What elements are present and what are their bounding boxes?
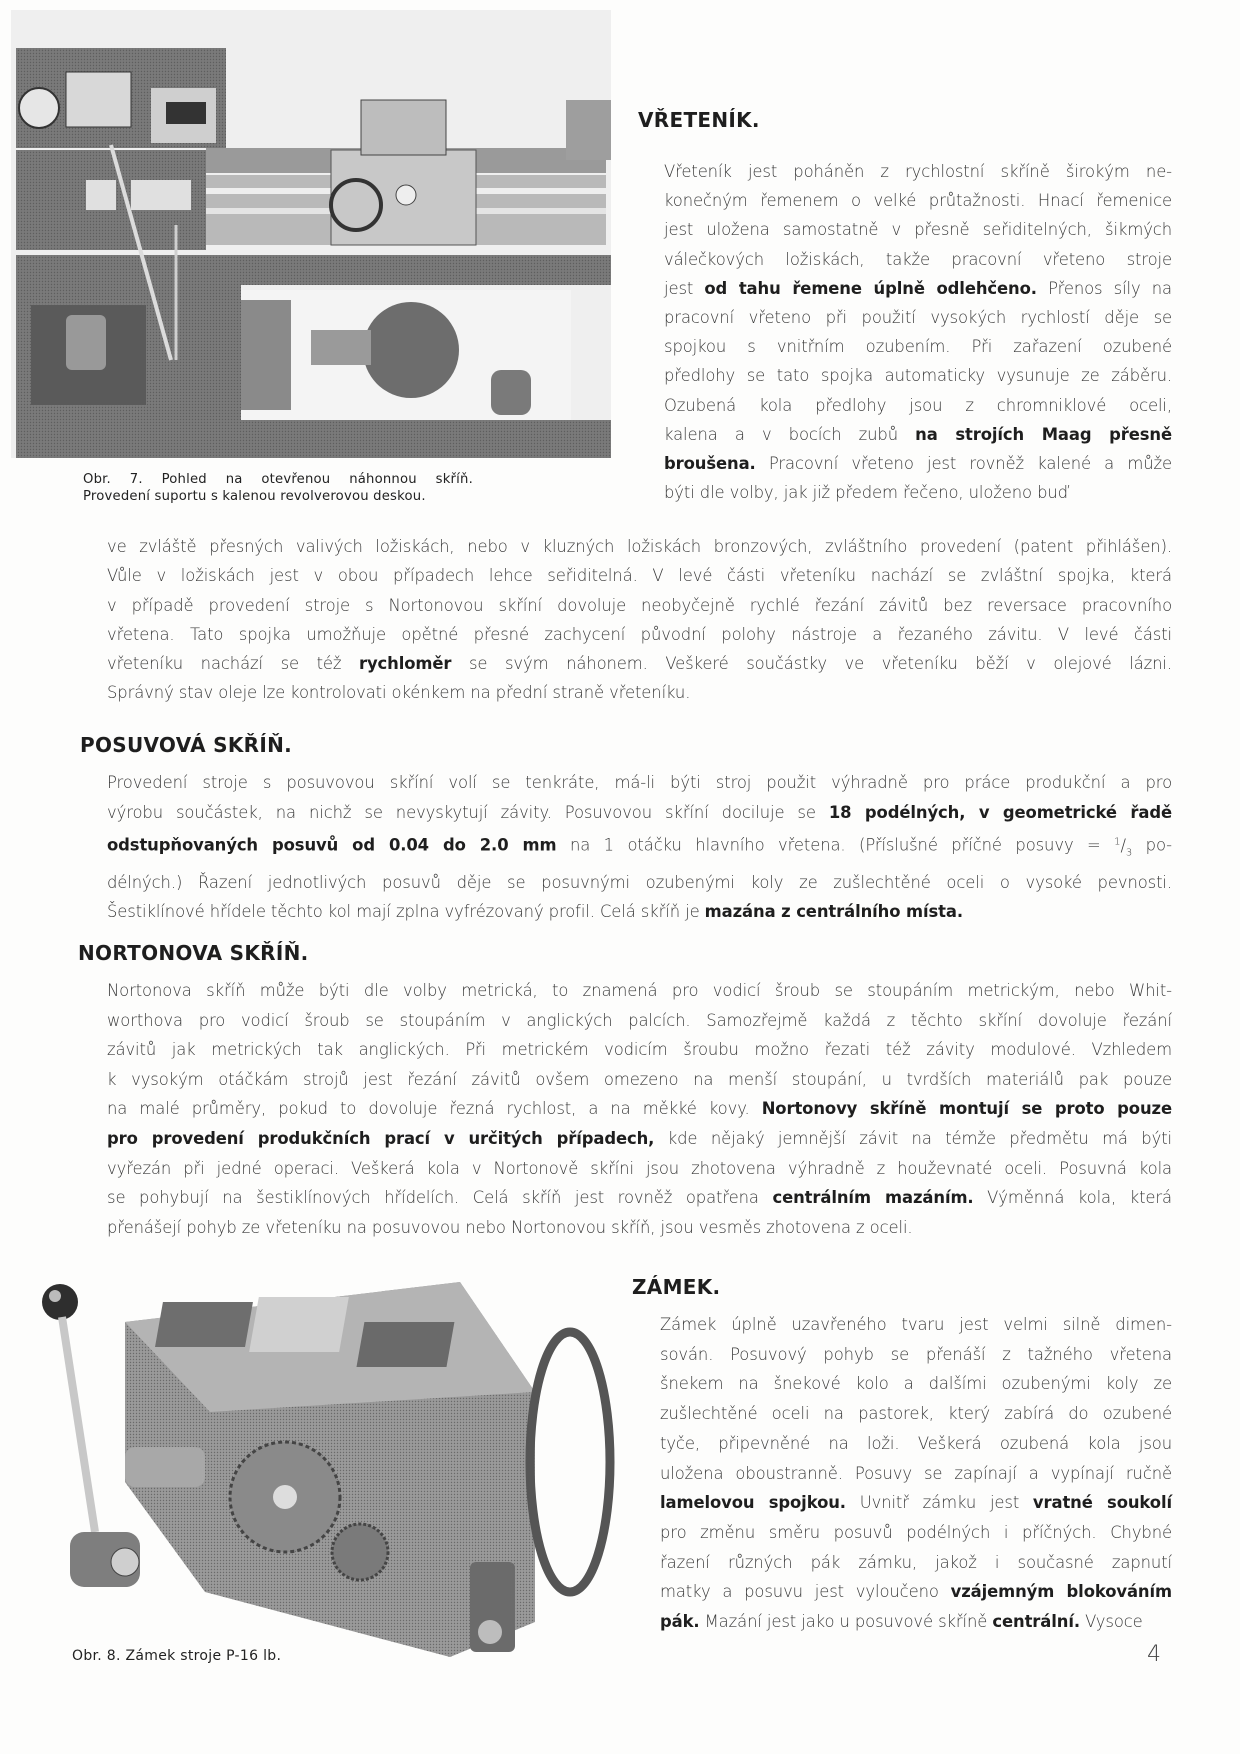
text-line: Správný stav oleje lze kontrolovati okénkem na přední straně vřeteníku. — [107, 683, 691, 703]
page-number: 4 — [1147, 1642, 1161, 1667]
bold-emphasis: centrální. — [992, 1612, 1080, 1632]
paragraph-vretenik-wide — [107, 532, 1172, 708]
figure-7-caption-line: Provedení suportu s kalenou revolverovou deskou. — [83, 489, 426, 504]
text-line: worthova pro vodicí šroub se stoupáním v anglických palcích. Samozřejmě každá z těchto skříní dovoluje řezání — [107, 1010, 1172, 1030]
text-line: k vysokým otáčkám strojů jest řezání závitů ovšem omezeno na menší stoupání, u tvrdších materiálů pak pouze — [107, 1069, 1172, 1089]
text-line: Provedení stroje s posuvovou skříní volí se tenkráte, má-li býti stroj použit výhradně pro práce produkční a pro — [107, 773, 1172, 792]
lathe-photo-icon — [11, 10, 611, 458]
bold-emphasis: odstupňovaných posuvů od 0.04 do 2.0 mm — [107, 835, 557, 855]
paragraph-nortonova-skrin — [107, 976, 1172, 1242]
fraction: $^1/_3$ — [1114, 835, 1133, 858]
bold-emphasis: pro provedení produkčních prací v určitých případech, — [107, 1128, 655, 1148]
text-line: konečným řemenem o velké průtažnosti. Hnací řemenice — [664, 191, 1172, 211]
bold-emphasis: 18 podélných, v geometrické řadě — [828, 802, 1173, 822]
carriage-apron-illustration-icon — [30, 1262, 630, 1662]
heading-vretenik: VŘETENÍK. — [638, 108, 760, 132]
text-line: závitů jak metrických tak anglických. Při metrickém vodicím šroubu možno řezati též závity modulové. Vzhledem — [107, 1040, 1172, 1060]
bold-emphasis: pák. — [660, 1612, 700, 1632]
text-line: vřeteníku nachází se též rychloměr se svým náhonem. Veškeré součástky ve vřeteníku běží v olejové lázni. — [107, 654, 1172, 674]
text-line: předlohy se tato spojka automaticky vysunuje ze záběru. — [664, 366, 1172, 386]
figure-8-caption: Obr. 8. Zámek stroje P-16 lb. — [72, 1648, 282, 1664]
text-line: ve zvláště přesných valivých ložiskách, nebo v kluzných ložiskách bronzových, zvláštního provedení (patent přihlášen). — [107, 537, 1172, 556]
text-line: zušlechtěné oceli na pastorek, který zabírá do ozubené — [660, 1404, 1172, 1424]
text-line: tyče, připevněné na loži. Veškerá ozubená kola jsou — [660, 1433, 1172, 1453]
bold-emphasis: na strojích Maag přesně — [915, 424, 1172, 444]
bold-emphasis: broušena. — [664, 454, 756, 474]
text-line: pák. Mazání jest jako u posuvové skříně centrální. Vysoce — [660, 1612, 1143, 1632]
text-line: býti dle volby, jak již předem řečeno, uloženo buď — [664, 483, 1068, 503]
heading-posuvova-skrin: POSUVOVÁ SKŘÍŇ. — [80, 733, 293, 757]
text-line: na malé průměry, pokud to dovoluje řezná rychlost, a na měkké kovy. Nortonovy skříně montují se proto pouze — [107, 1099, 1172, 1119]
text-line: vřetena. Tato spojka umožňuje opětné přesné zachycení původní polohy nástroje a řezaného závitu. V levé části — [107, 624, 1172, 644]
text-line: spojkou s vnitřním ozubením. Při zařazení ozubené — [664, 337, 1172, 357]
text-line: Ozubená kola předlohy jsou z chromniklové oceli, — [664, 395, 1172, 415]
text-line: v případě provedení stroje s Nortonovou skříní dovoluje neobyčejně rychlé řezání závitů bez reversace pracovního — [107, 595, 1172, 615]
text-line: pro provedení produkčních prací v určitých případech, kde nějaký jemnější závit na témže předmětu má býti — [107, 1128, 1172, 1148]
text-line: vyřezán při jedné operaci. Veškerá kola v Nortonově skříni jsou zhotovena výhradně z houževnaté oceli. Posuvná kola — [107, 1158, 1172, 1178]
paragraph-zamek — [660, 1310, 1172, 1637]
bold-emphasis: rychloměr — [358, 654, 452, 674]
paragraph-vretenik-narrow — [664, 157, 1172, 507]
text-line: přenášejí pohyb ze vřeteníku na posuvovou nebo Nortonovou skříň, jsou vesměs zhotovena z oceli. — [107, 1217, 913, 1237]
text-line: pro změnu směru posuvů podélných i příčných. Chybné — [660, 1522, 1172, 1542]
bold-emphasis: lamelovou spojkou. — [660, 1493, 846, 1513]
text-line: výrobu součástek, na nichž se nevyskytují závity. Posuvovou skříní dociluje se 18 podélných, v geometrické řadě — [107, 802, 1173, 822]
text-line: kalena a v bocích zubů na strojích Maag přesně — [664, 424, 1172, 444]
text-line: řazení různých pák zámku, jakož i současné zapnutí — [660, 1552, 1172, 1572]
figure-7-caption — [83, 471, 473, 505]
figure-7-caption-line: Obr. 7. Pohled na otevřenou náhonnou skříň. — [83, 472, 473, 487]
text-line: jest uložena samostatně v přesně seřiditelných, šikmých — [664, 220, 1172, 240]
text-line: šnekem na šnekové kolo a dalšími ozubenými koly ze — [660, 1374, 1172, 1394]
text-line: Nortonova skříň může býti dle volby metrická, to znamená pro vodicí šroub se stoupáním metrickým, nebo Whit- — [107, 981, 1172, 1000]
text-line: jest od tahu řemene úplně odlehčeno. Přenos síly na — [664, 278, 1172, 298]
text-line: délných.) Řazení jednotlivých posuvů děje se posuvnými ozubenými koly ze zušlechtěné oceli o vysoké pevnosti. — [107, 872, 1172, 892]
text-line: se pohybují na šestiklínových hřídelích. Celá skříň jest rovněž opatřena centrálním mazáním. Výměnná kola, která — [107, 1188, 1172, 1208]
heading-nortonova-skrin: NORTONOVA SKŘÍŇ. — [78, 941, 309, 965]
text-line: matky a posuvu jest vyloučeno vzájemným blokováním — [660, 1582, 1172, 1602]
text-line: Šestiklínové hřídele těchto kol mají zplna vyfrézovaný profil. Celá skříň je mazána z centrálního místa. — [107, 902, 963, 922]
text-line: Vůle v ložiskách jest v obou případech lehce seřiditelná. V levé části vřeteníku nachází se zvláštní spojka, která — [107, 566, 1172, 586]
text-line: Zámek úplně uzavřeného tvaru jest velmi silně dimen- — [660, 1315, 1172, 1334]
bold-emphasis: vzájemným blokováním — [950, 1582, 1172, 1602]
bold-emphasis: Nortonovy skříně montují se proto pouze — [761, 1099, 1172, 1119]
text-line: odstupňovaných posuvů od 0.04 do 2.0 mm na 1 otáčku hlavního vřetena. (Příslušné příčné posuvy = $^1/_3$ po- — [107, 835, 1172, 858]
text-line: sován. Posuvový pohyb se přenáší z tažného vřetena — [660, 1344, 1172, 1364]
bold-emphasis: vratné soukolí — [1032, 1493, 1172, 1513]
text-line: lamelovou spojkou. Uvnitř zámku jest vratné soukolí — [660, 1493, 1172, 1513]
text-line: Vřeteník jest poháněn z rychlostní skříně širokým ne- — [664, 162, 1172, 181]
bold-emphasis: centrálním mazáním. — [772, 1188, 974, 1208]
bold-emphasis: od tahu řemene úplně odlehčeno. — [704, 278, 1037, 298]
paragraph-posuvova-skrin — [107, 768, 1172, 927]
heading-zamek: ZÁMEK. — [632, 1275, 721, 1299]
text-line: uložena oboustranně. Posuvy se zapínají a vypínají ručně — [660, 1463, 1172, 1483]
text-line: válečkových ložiskách, takže pracovní vřeteno stroje — [664, 249, 1172, 269]
bold-emphasis: mazána z centrálního místa. — [704, 902, 963, 922]
text-line: pracovní vřeteno při použití vysokých rychlostí děje se — [664, 308, 1172, 328]
text-line: broušena. Pracovní vřeteno jest rovněž kalené a může — [664, 454, 1172, 474]
